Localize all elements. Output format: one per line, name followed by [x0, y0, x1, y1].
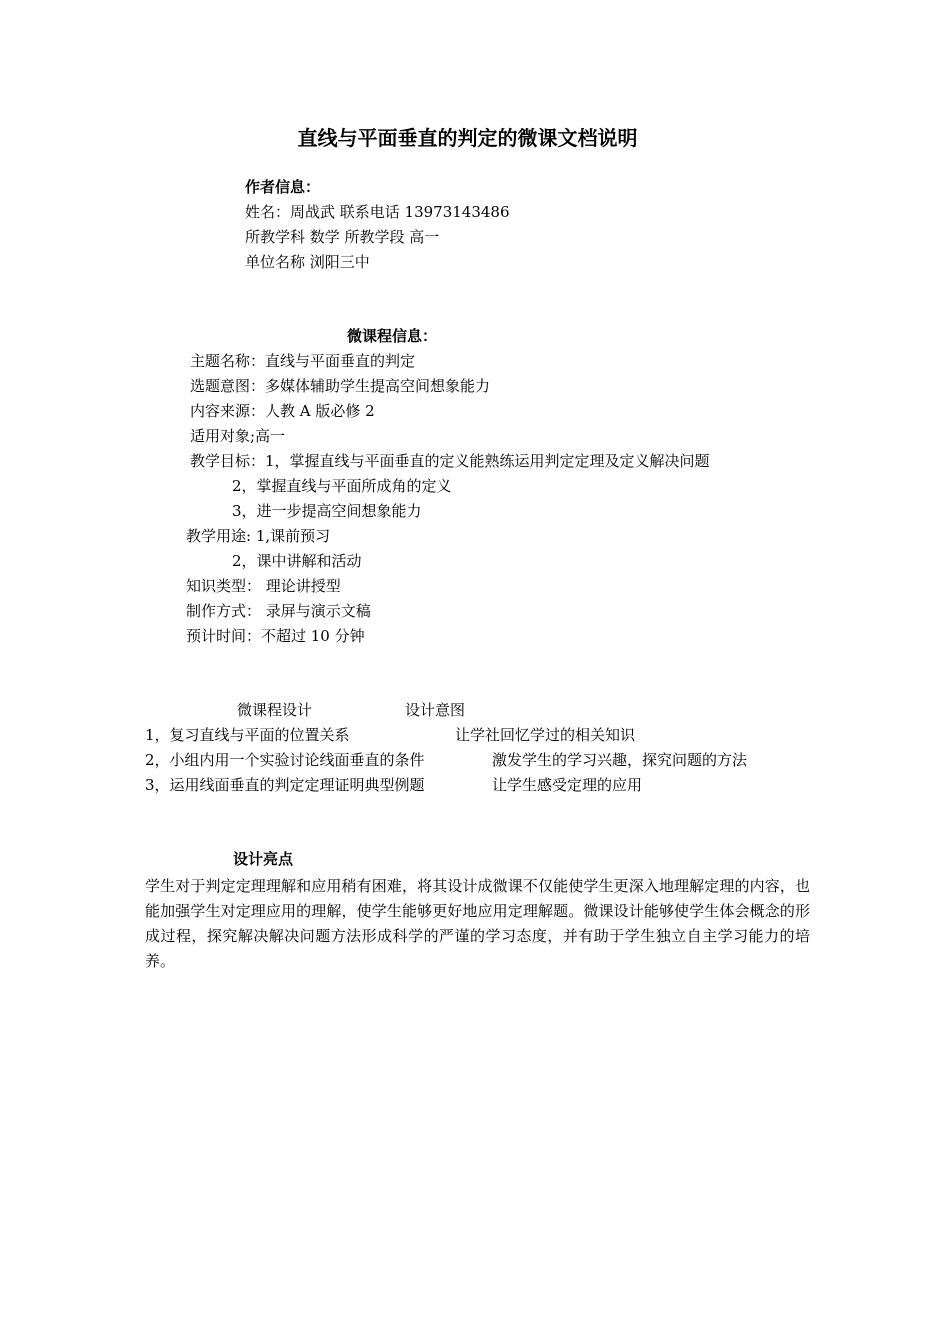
course-intent: 选题意图：多媒体辅助学生提高空间想象能力 — [190, 377, 491, 395]
author-school: 单位名称 浏阳三中 — [245, 253, 370, 271]
highlights-paragraph: 学生对于判定定理理解和应用稍有困难，将其设计成微课不仅能使学生更深入地理解定理的内容，也能加强学生对定理应用的理解，使学生能够更好地应用定理解题。微课设计能够使学生体会概念的形成过程，探究解决解决问题方法形成科学的严谨的学习态度，并有助于学生独立自主学习能力的培养。 — [145, 877, 810, 970]
course-use-1: 教学用途: 1,课前预习 — [186, 527, 331, 545]
design-row-intent: 让学社回忆学过的相关知识 — [455, 726, 636, 744]
author-name-phone: 姓名：周战武 联系电话 13973143486 — [245, 203, 510, 221]
design-row-step: 1，复习直线与平面的位置关系 — [145, 726, 350, 744]
design-column-header-intent: 设计意图 — [405, 701, 466, 719]
design-row-intent: 激发学生的学习兴趣，探究问题的方法 — [492, 751, 748, 769]
course-estimated-time: 预计时间：不超过 10 分钟 — [186, 627, 365, 645]
course-goal-3: 3，进一步提高空间想象能力 — [232, 502, 422, 520]
highlights-heading: 设计亮点 — [233, 850, 294, 868]
author-heading: 作者信息： — [245, 178, 321, 196]
course-production-method: 制作方式： 录屏与演示文稿 — [186, 602, 371, 620]
design-row-step: 3，运用线面垂直的判定定理证明典型例题 — [145, 776, 425, 794]
course-source: 内容来源：人教 A 版必修 2 — [190, 402, 375, 420]
design-row-step: 2，小组内用一个实验讨论线面垂直的条件 — [145, 751, 425, 769]
author-subject-grade: 所教学科 数学 所教学段 高一 — [245, 228, 440, 246]
design-column-header-step: 微课程设计 — [237, 701, 313, 719]
document-title: 直线与平面垂直的判定的微课文档说明 — [297, 126, 638, 150]
design-row-intent: 让学生感受定理的应用 — [492, 776, 643, 794]
course-heading: 微课程信息： — [347, 327, 438, 345]
course-topic: 主题名称：直线与平面垂直的判定 — [190, 352, 416, 370]
course-audience: 适用对象;高一 — [190, 427, 286, 445]
course-goal-1: 教学目标：1，掌握直线与平面垂直的定义能熟练运用判定定理及定义解决问题 — [190, 452, 710, 470]
course-knowledge-type: 知识类型： 理论讲授型 — [186, 577, 341, 595]
course-use-2: 2，课中讲解和活动 — [232, 552, 362, 570]
course-goal-2: 2，掌握直线与平面所成角的定义 — [232, 477, 452, 495]
